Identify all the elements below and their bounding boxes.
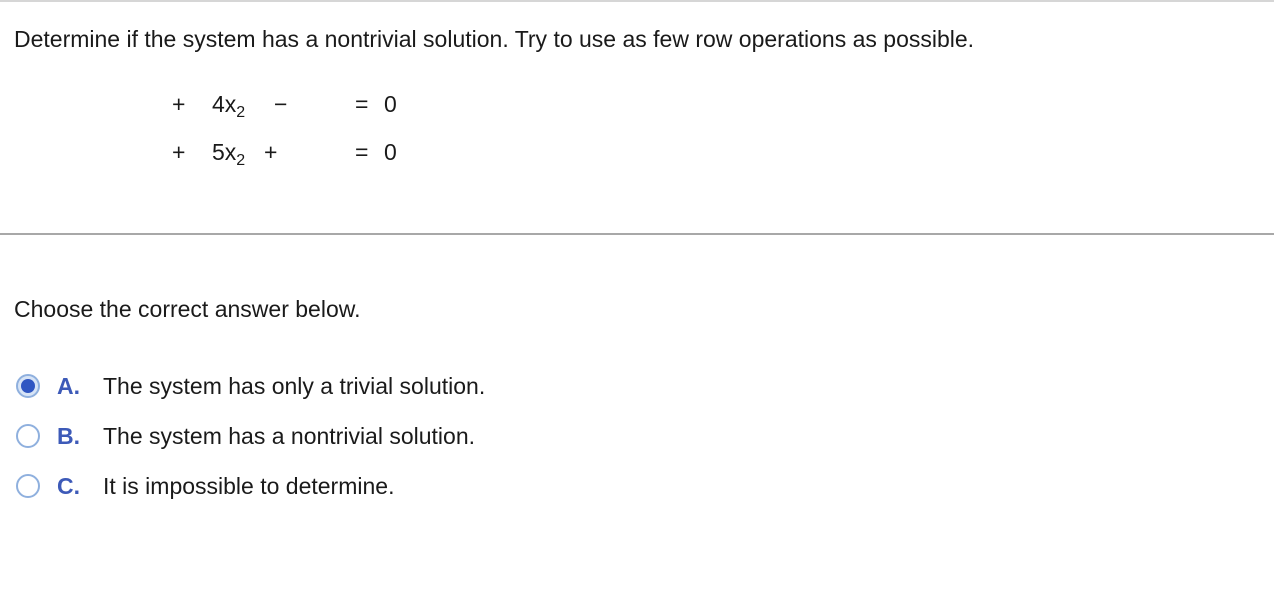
eq1-op2: − (274, 91, 288, 117)
option-c[interactable] (16, 470, 576, 502)
eq2-term2: $5x_2$ (212, 139, 246, 169)
eq2-rhs: 0 (384, 139, 397, 165)
answer-prompt: Choose the correct answer below. (14, 296, 361, 322)
eq1-term2: $4x_2$ (212, 91, 246, 121)
eq1-equals: = (355, 91, 369, 117)
option-c-text[interactable]: It is impossible to determine. (103, 472, 395, 499)
option-c-letter: C. (57, 472, 80, 499)
eq2-op2: + (264, 139, 278, 165)
equation-system (0, 0, 600, 200)
radio-selected-dot (21, 379, 35, 393)
option-b-letter: B. (57, 422, 80, 449)
option-a[interactable] (16, 370, 576, 402)
eq1-op1: + (172, 91, 186, 117)
option-c-radio[interactable] (16, 474, 40, 498)
option-b[interactable] (16, 420, 576, 452)
eq2-equals: = (355, 139, 369, 165)
option-b-radio[interactable] (16, 424, 40, 448)
question-text: Determine if the system has a nontrivial solution. Try to use as few row operations as possible. (14, 26, 975, 52)
eq1-rhs: 0 (384, 91, 397, 117)
option-b-text[interactable]: The system has a nontrivial solution. (103, 422, 476, 449)
option-a-letter: A. (57, 372, 80, 399)
option-a-radio[interactable] (16, 374, 40, 398)
section-divider (0, 233, 1274, 235)
option-a-text[interactable]: The system has only a trivial solution. (103, 372, 486, 399)
eq2-op1: + (172, 139, 186, 165)
